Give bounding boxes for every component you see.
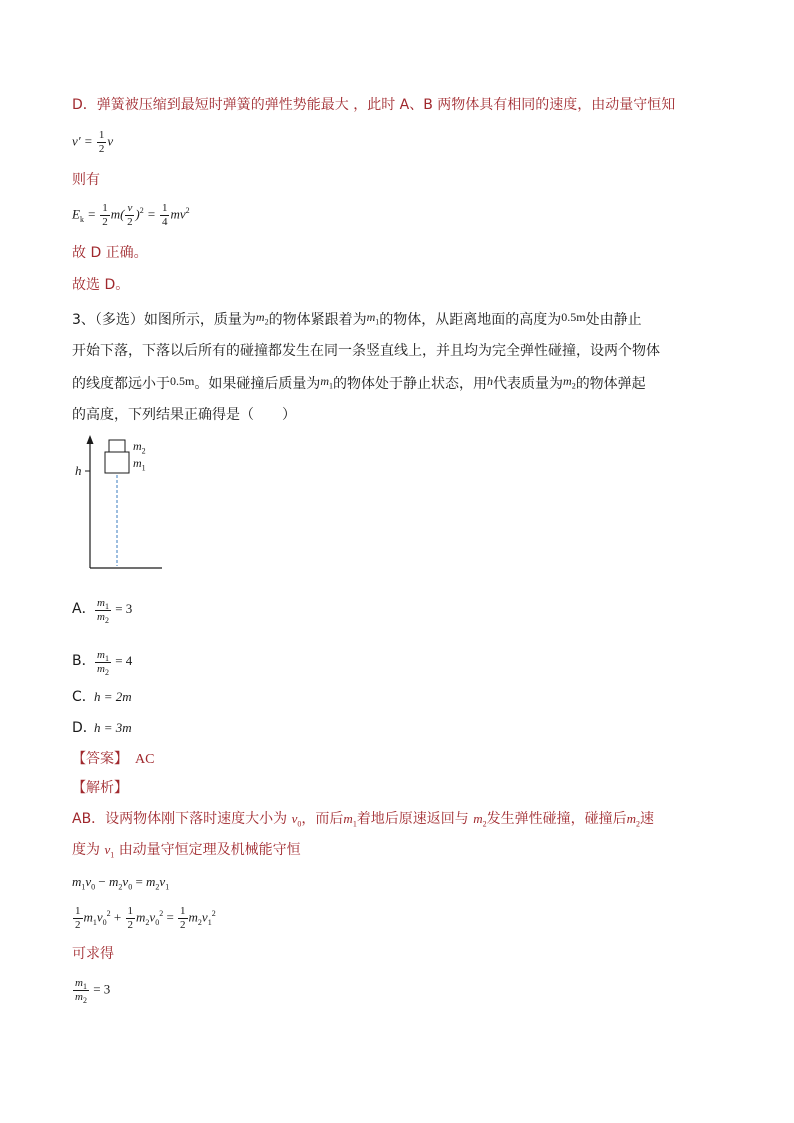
falling-blocks-figure [68,432,178,572]
option-c: C．h = 2m [72,689,132,705]
derive-text: 可求得 [72,946,114,962]
equation-ek: $E_k$ = $\frac{1}{2}$ m( $\frac{v}{2}$ )$^2$ = $\frac{1}{4}$ $mv^2$ [72,202,190,228]
figure-label-h: h [75,463,82,478]
equation-result: $\frac{m_1}{m_2}$ = 3 [75,977,111,1006]
question-line-2: 开始下落，下落以后所有的碰撞都发生在同一条竖直线上，并且均为完全弹性碰撞，设两个物体 [72,343,660,359]
option-b: B． $\frac{m_1}{m_2}$ = 4 [72,649,133,678]
analysis-line-2: 度为 $v_1$ 由动量守恒定理及机械能守恒 [72,842,301,860]
analysis-line-1: AB．设两物体刚下落时速度大小为 $v_0$，而后$m_1$着地后原速返回与 $m_2$发生弹性碰撞，碰撞后$m_2$速 [72,811,655,829]
solution-d-line: D．弹簧被压缩到最短时弹簧的弹性势能最大 ，此时 A、B 两物体具有相同的速度，由动量守恒知 [72,97,676,113]
figure-label-m1: $m_1$ [133,456,146,473]
option-d: D．h = 3m [72,720,132,736]
question-line-4: 的高度，下列结果正确得是（ ） [72,407,296,423]
analysis-tag: 【解析】 [72,780,128,796]
then-text: 则有 [72,172,100,188]
choose-text: 故选 D。 [72,277,130,293]
d-correct-text: 故 D 正确。 [72,245,148,261]
figure-label-m2: $m_2$ [133,439,146,456]
question-line-1: 3、（多选）如图所示，质量为$m_2$的物体紧跟着为$m_1$的物体，从距离地面的高度为0.5m处由静止 [72,310,642,328]
equation-v-prime: v′ = $\frac{1}{2}$ v [72,129,114,155]
equation-energy: $\frac{1}{2}$ $m_1v_0^2$ + $\frac{1}{2}$ $m_2v_0^2$ = $\frac{1}{2}$ $m_2v_1^2$ [75,905,216,931]
question-line-3: 的线度都远小于0.5m。如果碰撞后质量为$m_1$的物体处于静止状态，用h代表质量为$m_2$的物体弹起 [72,374,646,392]
option-a: A． $\frac{m_1}{m_2}$ = 3 [72,597,133,626]
equation-momentum: $m_1v_0 - m_2v_0 = m_2v_1$ [72,874,170,892]
answer-line: 【答案】 AC [72,751,155,767]
